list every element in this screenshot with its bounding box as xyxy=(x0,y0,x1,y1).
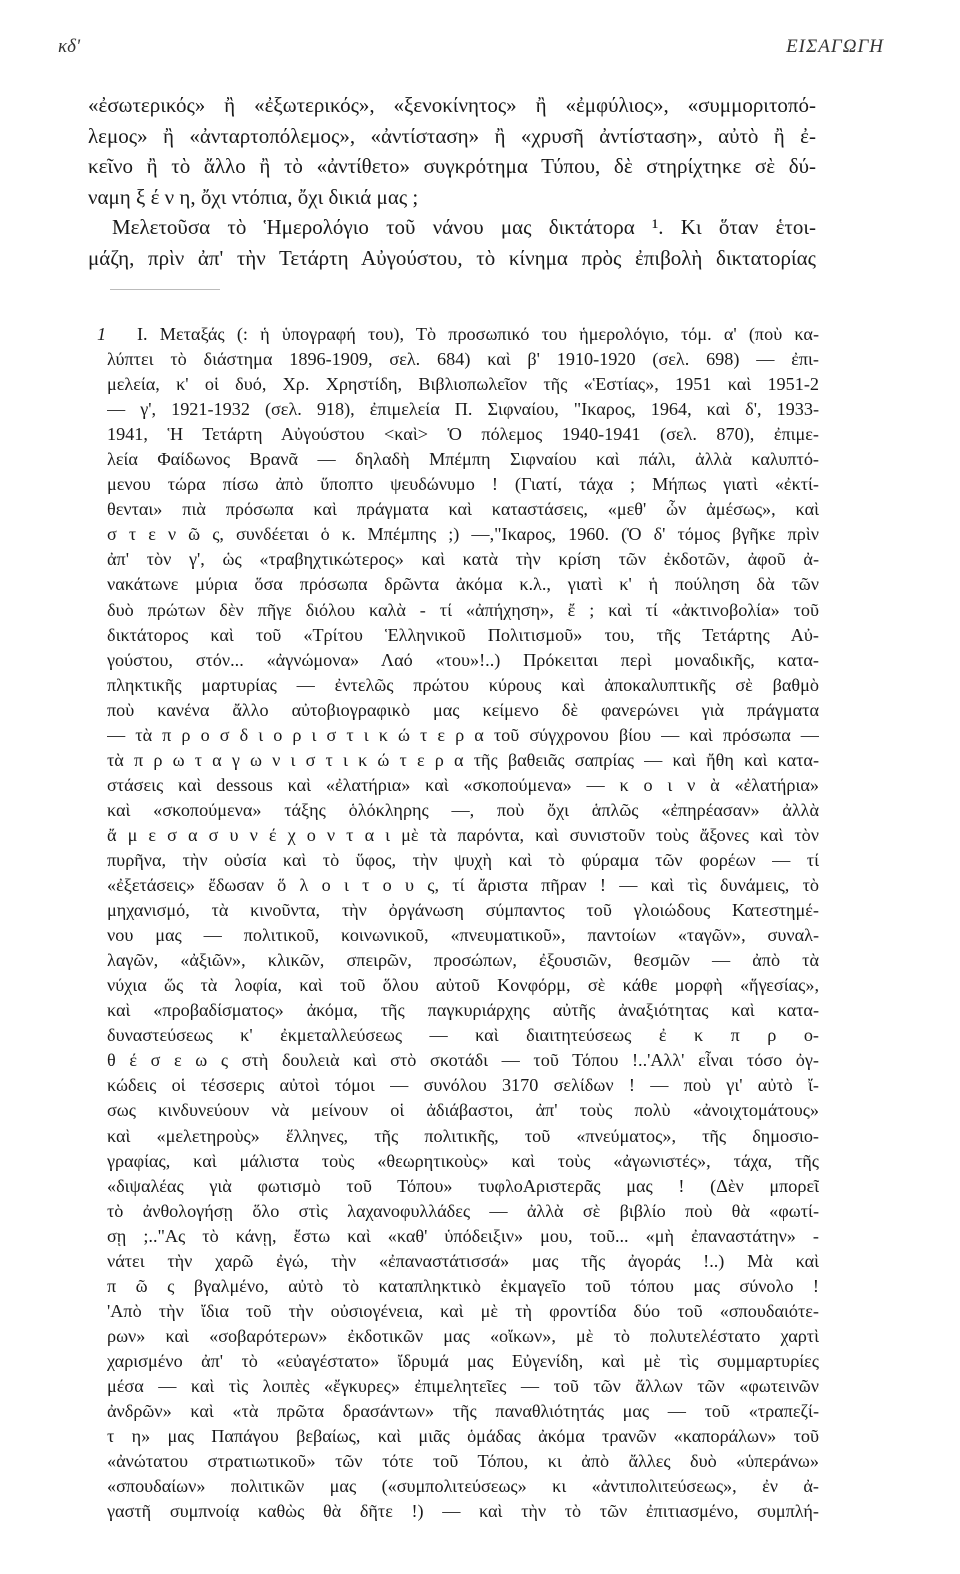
footnote-line: νου μας — πολιτικοῦ, κοινωνικοῦ, «πνευματικοῦ», παντοίων «ταγῶν», συναλ- xyxy=(107,925,819,946)
footnote-line: π ῶ ς βγαλμένο, αὐτὸ τὸ καταπληκτικὸ ἐκμαγεῖο τοῦ τόπου μας σύνολο ! xyxy=(107,1275,819,1296)
footnote-line: τὰ π ρ ω τ α γ ω ν ι σ τ ι κ ώ τ ε ρ α τῆς βαθειᾶς σαπρίας — καὶ ἤθη καὶ κατα- xyxy=(107,749,819,770)
footnote xyxy=(97,322,819,1574)
footnote-line: δικτάτορος καὶ τοῦ «Τρίτου Ἑλληνικοῦ Πολιτισμοῦ» του, τῆς Τετάρτης Αὐ- xyxy=(107,624,819,645)
footnote-line: νύχια ὥς τὰ λοφία, καὶ τοῦ ὅλου αὐτοῦ Κονφόρμ, σὲ κάθε μορφὴ «ἥγεσίας», xyxy=(107,975,819,996)
footnote-line: νάτει τὴν χαρῶ ἐγώ, τὴν «ἐπαναστάτισσά» μας τῆς ἀγοράς !..) Μὰ καὶ xyxy=(107,1250,819,1271)
footnote-line: χαρισμένο ἀπ' τὸ «εὐαγέστατο» ἴδρυμά μας Εὐγενίδη, καὶ μὲ τὶς συμμαρτυρίες xyxy=(107,1350,819,1371)
footnote-line: μενου τώρα πίσω ἀπὸ ὕποπτο ψευδώνυμο ! (Γιατί, τάχα ; Μήπως γιατὶ «ἐκτί- xyxy=(107,474,819,495)
footnote-line xyxy=(107,1524,819,1549)
running-title: ΕΙΣΑΓΩΓΗ xyxy=(786,36,884,57)
footnote-line: «σπουδαίων» πολιτικῶν μας («συμπολιτεύσεως» κι «ἀντιπολιτεύσεως», ἐν ἀ- xyxy=(107,1476,819,1497)
footnote-line: μελεία, κ' οἱ δυό, Χρ. Χρηστίδη, Βιβλιοπωλεῖον τῆς «Ἑστίας», 1951 καὶ 1951-2 xyxy=(107,374,819,395)
body-line: κεῖνο ἢ τὸ ἄλλο ἢ τὸ «ἀντίθετο» συγκρότημα Τύπου, δὲ στηρίχτηκε σὲ δύ- xyxy=(88,154,816,179)
footnote-line: θ έ σ ε ω ς στὴ δουλειὰ καὶ στὸ σκοτάδι — τοῦ Τόπου !..'Αλλ' εἶναι τόσο ὀγ- xyxy=(107,1050,819,1071)
footnote-line: καὶ «σκοπούμενα» τάξης ὁλόκληρης —, ποὺ ὄχι ἁπλῶς «ἐπηρέασαν» ἀλλὰ xyxy=(107,799,819,820)
footnote-line: γαστῆ συμπνοίᾳ καθὼς θὰ δῆτε !) — καὶ τὴν τὸ τῶν ἐπιτιασμένο, συμπλή- xyxy=(107,1501,819,1522)
footnote-marker: 1 xyxy=(97,324,107,344)
footnote-line: — γ', 1921-1932 (σελ. 918), ἐπιμελεία Π. Σιφναίου, "Ικαρος, 1964, καὶ δ', 1933- xyxy=(107,399,819,420)
footnote-line: τ η» μας Παπάγου βεβαίως, καὶ μιᾶς ὁμάδας ἀκόμα τρανῶν «καποράλων» τοῦ xyxy=(107,1426,819,1447)
footnote-line: 1941, Ἡ Τετάρτη Αὐγούστου <καὶ> Ὁ πόλεμος 1940-1941 (σελ. 870), ἐπιμε- xyxy=(107,424,819,445)
footnote-line: σῃ ;.."Ας τὸ κάνῃ, ἔστω καὶ «καθ' ὑπόδειξιν» μου, τοῦ... «μὴ ἐπαναστάτην» - xyxy=(107,1225,819,1246)
footnote-line: καὶ «μελετηροὺς» ἕλληνες, τῆς πολιτικῆς, τοῦ «πνεύματος», τῆς δημοσιο- xyxy=(107,1125,819,1146)
body-line: λεμος» ἢ «ἀνταρτοπόλεμος», «ἀντίσταση» ἢ «χρυσῆ ἀντίσταση», αὐτὸ ἢ ἐ- xyxy=(88,123,816,148)
main-text xyxy=(88,90,816,274)
footnote-separator xyxy=(110,289,220,290)
footnote-line: γραφίας, καὶ μάλιστα τοὺς «θεωρητικοὺς» καὶ τοὺς «ἀγωνιστές», τάχα, τῆς xyxy=(107,1150,819,1171)
footnote-line: λύπτει τὸ διάστημα 1896-1909, σελ. 684) καὶ β' 1910-1920 (σελ. 698) — ἐπι- xyxy=(107,349,819,370)
footnote-line: πληκτικῆς μαρτυρίας — ἐντελῶς πρώτου κύρους καὶ ἀποκαλυπτικῆς σὲ βαθμὸ xyxy=(107,674,819,695)
body-line: ναμη ξ έ ν η, ὄχι ντόπια, ὄχι δικιά μας ; xyxy=(88,184,419,209)
footnote-line: τὸ ἀνθολογήσῃ ὅλο στὶς λαχανοφυλλάδες — ἀλλὰ σὲ βιβλίο ποὺ θὰ «φωτί- xyxy=(107,1200,819,1221)
footnote-line: κώδεις οἱ τέσσερις αὐτοὶ τόμοι — συνόλου 3170 σελίδων ! — ποὺ γι' αὐτὸ ἴ- xyxy=(107,1075,819,1096)
footnote-line: γούστου, στόν... «ἀγνώμονα» Λαό «του»!..) Πρόκειται περὶ μοναδικῆς, κατα- xyxy=(107,649,819,670)
footnote-line: δυὸ πρώτων δὲν πῆγε διόλου καλὰ - τί «ἀπήχηση», ἔ ; καὶ τί «ἀκτινοβολία» τοῦ xyxy=(107,599,819,620)
footnote-line: — τὰ π ρ ο σ δ ι ο ρ ι σ τ ι κ ώ τ ε ρ α τοῦ σύγχρονου βίου — καὶ πρόσωπα — xyxy=(107,724,819,745)
footnote-line: ποὺ κανένα ἄλλο αὐτοβιογραφικὸ μας κείμενο δὲ φανερώνει γιὰ πράγματα xyxy=(107,699,819,720)
footnote-line: μέσα — καὶ τὶς λοιπὲς «ἔγκυρες» ἐπιμελητεῖες — τοῦ τῶν ἄλλων τῶν «φωτεινῶν xyxy=(107,1375,819,1396)
body-line: μάζη, πρὶν ἀπ' τὴν Τετάρτη Αὐγούστου, τὸ κίνημα πρὸς ἐπιβολὴ δικτατορίας xyxy=(88,245,816,270)
footnote-line: στάσεις καὶ dessous καὶ «ἐλατήρια» καὶ «σκοπούμενα» — κ ο ι ν ὰ «ἐλατήρια» xyxy=(107,774,819,795)
footnote-line: 'Απὸ τὴν ἴδια τοῦ τὴν οὐσιογένεια, καὶ μὲ τὴ φροντίδα δύο τοῦ «σπουδαιότε- xyxy=(107,1300,819,1321)
footnote-line: ἀπ' τὸν γ', ὡς «τραβηχτικώτερος» καὶ κατὰ τὴν κρίση τῶν ἐκδοτῶν, ἀφοῦ ἀ- xyxy=(107,549,819,570)
footnote-line: θενται» πιὰ πρόσωπα καὶ πράγματα καὶ καταστάσεις, «μεθ' ὧν ἀμέσως», καὶ xyxy=(107,499,819,520)
footnote-line: σ τ ε ν ῶ ς, συνδέεται ὁ κ. Μπέμπης ;) —,"Ικαρος, 1960. (Ὁ δ' τόμος βγῆκε πρὶν xyxy=(107,524,819,545)
page-number: κδ' xyxy=(58,36,81,57)
footnote-line: σως κινδυνεύουν νὰ μείνουν οἱ ἀδιάβαστοι, ἀπ' τοὺς πολὺ «ἀνοιχτομάτους» xyxy=(107,1100,819,1121)
footnote-line: καὶ «προβαδίσματος» ἀκόμα, τῆς παγκυριάρχης αὐτῆς ἀναξιότητας καὶ κατα- xyxy=(107,1000,819,1021)
footnote-line: νακάτωνε μύρια ὅσα πρόσωπα δρῶντα ἀκόμα κ.λ., γιατὶ κ' ἡ πούληση δὰ τῶν xyxy=(107,574,819,595)
footnote-line: «ἐξετάσεις» ἔδωσαν ὅ λ ο ι τ ο υ ς, τί ἄριστα πῆραν ! — καὶ τὶς δυνάμεις, τὸ xyxy=(107,875,819,896)
running-header xyxy=(58,36,884,66)
footnote-line: «ἀνώτατου στρατιωτικοῦ» τῶν τότε τοῦ Τόπου, κι ἀπὸ ἄλλες δυὸ «ὑπεράνω» xyxy=(107,1451,819,1472)
footnote-line: μηχανισμό, τὰ κινοῦντα, τὴν ὀργάνωση σύμπαντος τοῦ γλοιώδους Κατεστημέ- xyxy=(107,900,819,921)
footnote-line: «διψαλέας γιὰ φωτισμὸ τοῦ Τόπου» τυφλοΑριστερᾶς μας ! (Δὲν μπορεῖ xyxy=(107,1175,819,1196)
footnote-line: λαγῶν, «ἀξιῶν», κλικῶν, σπειρῶν, προσώπων, ἐξουσιῶν, θεσμῶν — ἀπὸ τὰ xyxy=(107,950,819,971)
footnote-line: ρων» καὶ «σοβαρότερων» ἐκδοτικῶν μας «οἴκων», μὲ τὸ πολυτελέστατο χαρτὶ xyxy=(107,1325,819,1346)
footnote-line: ἀνδρῶν» καὶ «τὰ πρῶτα δρασάντων» τῆς παναθλιότητάς μας — τοῦ «τραπεζί- xyxy=(107,1401,819,1422)
footnote-line: ἄ μ ε σ α σ υ ν έ χ ο ν τ α ι μὲ τὰ παρόντα, καὶ συνιστοῦν τοὺς ἄξονες καὶ τὸν xyxy=(107,824,819,845)
body-line: «ἐσωτερικός» ἢ «ἐξωτερικός», «ξενοκίνητος» ἢ «ἐμφύλιος», «συμμοριτοπό- xyxy=(88,93,816,117)
footnote-line: Ι. Μεταξάς (: ἡ ὑπογραφή του), Τὸ προσωπικό του ἡμερολόγιο, τόμ. α' (ποὺ κα- xyxy=(137,324,819,344)
body-line: Μελετοῦσα τὸ Ἡμερολόγιο τοῦ νάνου μας δικτάτορα ¹. Κι ὅταν ἑτοι- xyxy=(112,215,816,240)
footnote-line: πυρῆνα, τὴν οὐσία καὶ τὸ ὕφος, τὴν ψυχὴ καὶ τὸ φύραμα τῶν φορέων — τί xyxy=(107,849,819,870)
footnote-line xyxy=(107,1549,819,1574)
footnote-line: λεία Φαίδωνος Βρανᾶ — δηλαδὴ Μπέμπη Σιφναίου καὶ πάλι, ἀλλὰ καλυπτό- xyxy=(107,449,819,470)
footnote-line: δυναστεύσεως κ' ἐκμεταλλεύσεως — καὶ διαιτητεύσεως ἐ κ π ρ ο- xyxy=(107,1025,819,1046)
